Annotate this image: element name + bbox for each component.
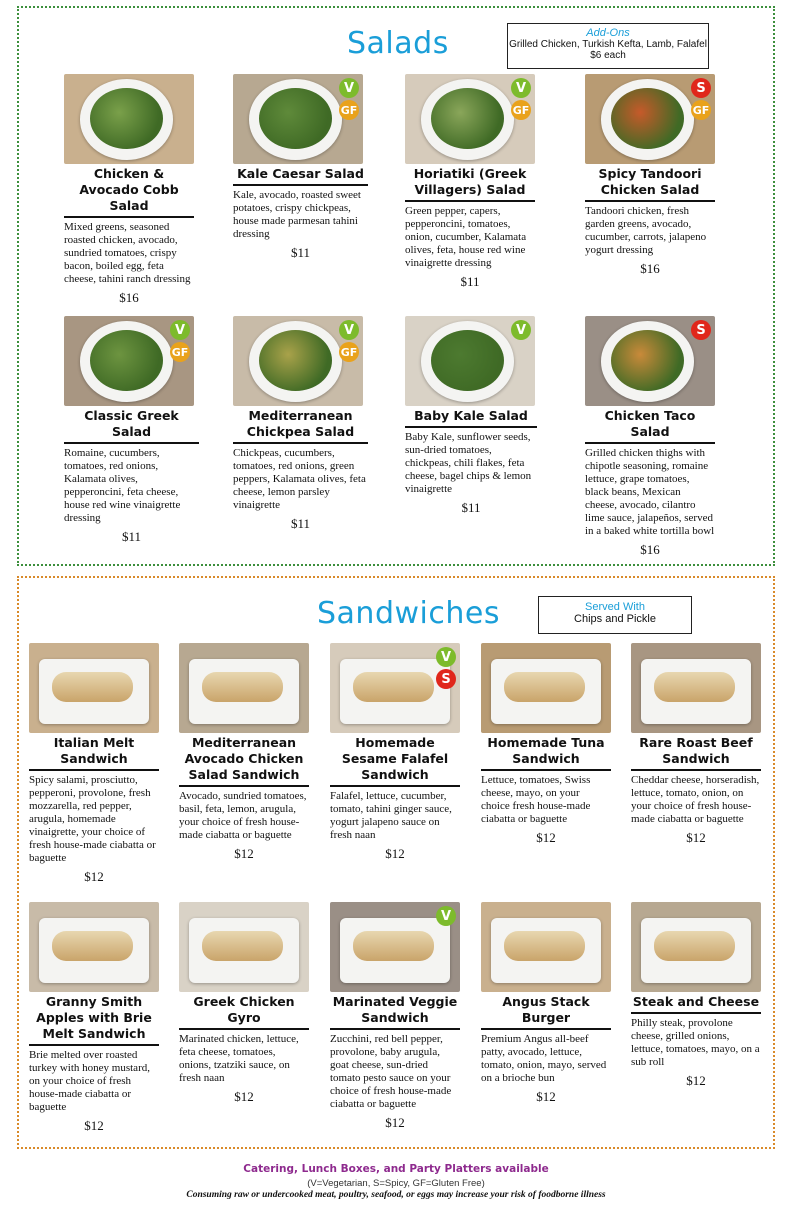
- vegetarian-badge-icon: V: [436, 906, 456, 926]
- vegetarian-badge-icon: V: [339, 320, 359, 340]
- salad-photo: [585, 316, 715, 406]
- item-name: Marinated Veggie Sandwich: [330, 994, 460, 1030]
- food-safety-warning: Consuming raw or undercooked meat, poultry, seafood, or eggs may increase your risk of foodborne illness: [186, 1190, 606, 1200]
- salad-card-mediterranean-chickpea-salad: [233, 316, 368, 532]
- item-description: Zucchini, red bell pepper, provolone, baby arugula, goat cheese, sun-dried tomato pesto sauce on your choice of fresh house-made ciabatta or baguette: [330, 1033, 452, 1110]
- item-name: Chicken Taco Salad: [585, 408, 715, 444]
- sandwich-card-homemade-sesame-falafel-sandwich: [330, 643, 460, 862]
- vegetarian-badge-icon: V: [511, 78, 531, 98]
- item-description: Tandoori chicken, fresh garden greens, avocado, cucumber, carrots, jalapeno yogurt dressing: [585, 205, 707, 256]
- spicy-badge-icon: S: [691, 78, 711, 98]
- item-description: Spicy salami, prosciutto, pepperoni, provolone, fresh mozzarella, red pepper, arugula, homemade vinaigrette, your choice of fresh house-made ciabatta or baguette: [29, 774, 156, 864]
- food-icon: [611, 330, 684, 391]
- salad-photo: [64, 316, 194, 406]
- sandwich-card-marinated-veggie-sandwich: [330, 902, 460, 1131]
- food-icon: [504, 931, 585, 962]
- item-description: Philly steak, provolone cheese, grilled onions, lettuce, tomatoes, mayo, on a sub roll: [631, 1017, 760, 1068]
- food-icon: [202, 672, 283, 703]
- gluten-free-badge-icon: GF: [170, 342, 190, 362]
- item-name: Mediterranean Avocado Chicken Salad Sandwich: [179, 735, 309, 787]
- salad-card-kale-caesar-salad: [233, 74, 368, 261]
- item-description: Falafel, lettuce, cucumber, tomato, tahini ginger sauce, yogurt jalapeno sauce on fresh naan: [330, 790, 452, 841]
- served-with-title: Served With: [585, 601, 645, 613]
- sandwich-photo: [179, 643, 309, 733]
- food-icon: [90, 88, 163, 149]
- item-price: $12: [686, 830, 706, 845]
- food-icon: [431, 330, 504, 391]
- sandwich-photo: [330, 902, 460, 992]
- sandwich-card-steak-and-cheese: [631, 902, 761, 1089]
- gluten-free-badge-icon: GF: [339, 342, 359, 362]
- sandwich-card-italian-melt-sandwich: [29, 643, 159, 885]
- salad-card-chicken-avocado-cobb-salad: [64, 74, 194, 306]
- item-price: $12: [536, 830, 556, 845]
- sandwiches-title: Sandwiches: [317, 596, 500, 631]
- item-name: Spicy Tandoori Chicken Salad: [585, 166, 715, 202]
- vegetarian-badge-icon: V: [339, 78, 359, 98]
- item-description: Mixed greens, seasoned roasted chicken, avocado, sundried tomatoes, crispy bacon, boiled egg, feta cheese, tahini ranch dressing: [64, 221, 191, 285]
- addons-text: Grilled Chicken, Turkish Kefta, Lamb, Falafel $6 each: [509, 39, 707, 61]
- item-description: Romaine, cucumbers, tomatoes, red onions, Kalamata olives, pepperoncini, feta cheese, house red wine vinaigrette dressing: [64, 447, 181, 524]
- food-icon: [504, 672, 585, 703]
- sandwich-card-rare-roast-beef-sandwich: [631, 643, 761, 846]
- dietary-legend: (V=Vegetarian, S=Spicy, GF=Gluten Free): [307, 1178, 485, 1189]
- salad-card-spicy-tandoori-chicken-salad: [585, 74, 715, 277]
- item-price: $12: [385, 846, 405, 861]
- item-price: $11: [290, 245, 311, 260]
- sandwich-photo: [29, 643, 159, 733]
- item-name: Homemade Sesame Falafel Sandwich: [330, 735, 460, 787]
- served-with-box: [538, 596, 692, 634]
- sandwich-photo: [631, 643, 761, 733]
- sandwich-card-granny-smith-apples-with-brie-melt-sandwich: [29, 902, 159, 1134]
- item-description: Lettuce, tomatoes, Swiss cheese, mayo, on your choice fresh house-made ciabatta or baguette: [481, 774, 591, 825]
- item-name: Baby Kale Salad: [405, 408, 537, 428]
- addons-box: [507, 23, 709, 69]
- item-name: Rare Roast Beef Sandwich: [631, 735, 761, 771]
- sandwich-photo: [330, 643, 460, 733]
- food-icon: [611, 88, 684, 149]
- addons-title: Add-Ons: [586, 27, 630, 39]
- item-price: $12: [234, 1089, 254, 1104]
- food-icon: [259, 88, 332, 149]
- item-price: $16: [119, 290, 139, 305]
- sandwich-card-greek-chicken-gyro: [179, 902, 309, 1105]
- sandwich-card-homemade-tuna-sandwich: [481, 643, 611, 846]
- sandwich-card-angus-stack-burger: [481, 902, 611, 1105]
- item-description: Avocado, sundried tomatoes, basil, feta, lemon, arugula, your choice of fresh house-made ciabatta or baguette: [179, 790, 307, 841]
- item-description: Green pepper, capers, pepperoncini, tomatoes, onion, cucumber, Kalamata olives, feta, house red wine vinaigrette dressing: [405, 205, 527, 269]
- salad-card-classic-greek-salad: [64, 316, 199, 545]
- item-description: Marinated chicken, lettuce, feta cheese, tomatoes, onions, tzatziki sauce, on fresh naan: [179, 1033, 299, 1084]
- salad-photo: [233, 74, 363, 164]
- item-name: Granny Smith Apples with Brie Melt Sandwich: [29, 994, 159, 1046]
- salad-card-horiatiki-greek-villagers-salad: [405, 74, 535, 290]
- salad-photo: [405, 74, 535, 164]
- food-icon: [52, 672, 133, 703]
- item-description: Baby Kale, sunflower seeds, sun-dried tomatoes, chickpeas, chili flakes, feta cheese, bagel chips & lemon vinaigrette: [405, 431, 532, 495]
- food-icon: [90, 330, 163, 391]
- item-name: Kale Caesar Salad: [233, 166, 368, 186]
- salad-photo: [233, 316, 363, 406]
- item-name: Homemade Tuna Sandwich: [481, 735, 611, 771]
- item-name: Italian Melt Sandwich: [29, 735, 159, 771]
- sandwich-photo: [631, 902, 761, 992]
- food-icon: [353, 931, 434, 962]
- food-icon: [202, 931, 283, 962]
- item-name: Angus Stack Burger: [481, 994, 611, 1030]
- item-name: Greek Chicken Gyro: [179, 994, 309, 1030]
- item-price: $11: [460, 274, 480, 289]
- salad-card-chicken-taco-salad: [585, 316, 715, 558]
- item-price: $12: [84, 1118, 104, 1133]
- food-icon: [353, 672, 434, 703]
- item-description: Premium Angus all-beef patty, avocado, lettuce, tomato, onion, mayo, served on a brioche bun: [481, 1033, 607, 1084]
- food-icon: [52, 931, 133, 962]
- food-icon: [654, 672, 735, 703]
- item-price: $12: [536, 1089, 556, 1104]
- salad-card-baby-kale-salad: [405, 316, 537, 516]
- item-name: Horiatiki (Greek Villagers) Salad: [405, 166, 535, 202]
- spicy-badge-icon: S: [436, 669, 456, 689]
- sandwich-photo: [481, 902, 611, 992]
- sandwich-card-mediterranean-avocado-chicken-salad-sandwich: [179, 643, 309, 862]
- item-description: Chickpeas, cucumbers, tomatoes, red onions, green peppers, Kalamata olives, feta cheese, lemon parsley vinaigrette: [233, 447, 366, 511]
- item-name: Classic Greek Salad: [64, 408, 199, 444]
- item-name: Steak and Cheese: [631, 994, 761, 1014]
- vegetarian-badge-icon: V: [511, 320, 531, 340]
- served-with-text: Chips and Pickle: [574, 613, 656, 625]
- sandwich-photo: [481, 643, 611, 733]
- item-description: Cheddar cheese, horseradish, lettuce, tomato, onion, on your choice of fresh house-made ciabatta or baguette: [631, 774, 760, 825]
- food-icon: [654, 931, 735, 962]
- catering-note: Catering, Lunch Boxes, and Party Platters available: [243, 1163, 549, 1175]
- sandwich-photo: [29, 902, 159, 992]
- item-description: Brie melted over roasted turkey with honey mustard, on your choice of fresh house-made ciabatta or baguette: [29, 1049, 150, 1113]
- item-name: Mediterranean Chickpea Salad: [233, 408, 368, 444]
- spicy-badge-icon: S: [691, 320, 711, 340]
- vegetarian-badge-icon: V: [170, 320, 190, 340]
- item-description: Grilled chicken thighs with chipotle seasoning, romaine lettuce, grape tomatoes, black beans, Mexican cheese, avocado, cilantro lime sauce, jalapeños, served in a baked white tortilla bowl: [585, 447, 715, 537]
- item-price: $12: [686, 1073, 706, 1088]
- gluten-free-badge-icon: GF: [339, 100, 359, 120]
- item-price: $11: [461, 500, 481, 515]
- vegetarian-badge-icon: V: [436, 647, 456, 667]
- food-icon: [431, 88, 504, 149]
- salad-photo: [64, 74, 194, 164]
- item-price: $12: [385, 1115, 405, 1130]
- item-price: $11: [290, 516, 311, 531]
- item-price: $12: [84, 869, 104, 884]
- item-name: Chicken & Avocado Cobb Salad: [64, 166, 194, 218]
- gluten-free-badge-icon: GF: [511, 100, 531, 120]
- item-price: $11: [121, 529, 142, 544]
- food-icon: [259, 330, 332, 391]
- item-price: $16: [640, 542, 660, 557]
- salads-title: Salads: [347, 26, 449, 61]
- sandwich-photo: [179, 902, 309, 992]
- salad-photo: [585, 74, 715, 164]
- item-description: Kale, avocado, roasted sweet potatoes, crispy chickpeas, house made parmesan tahini dressing: [233, 189, 361, 240]
- salad-photo: [405, 316, 535, 406]
- item-price: $12: [234, 846, 254, 861]
- gluten-free-badge-icon: GF: [691, 100, 711, 120]
- item-price: $16: [640, 261, 660, 276]
